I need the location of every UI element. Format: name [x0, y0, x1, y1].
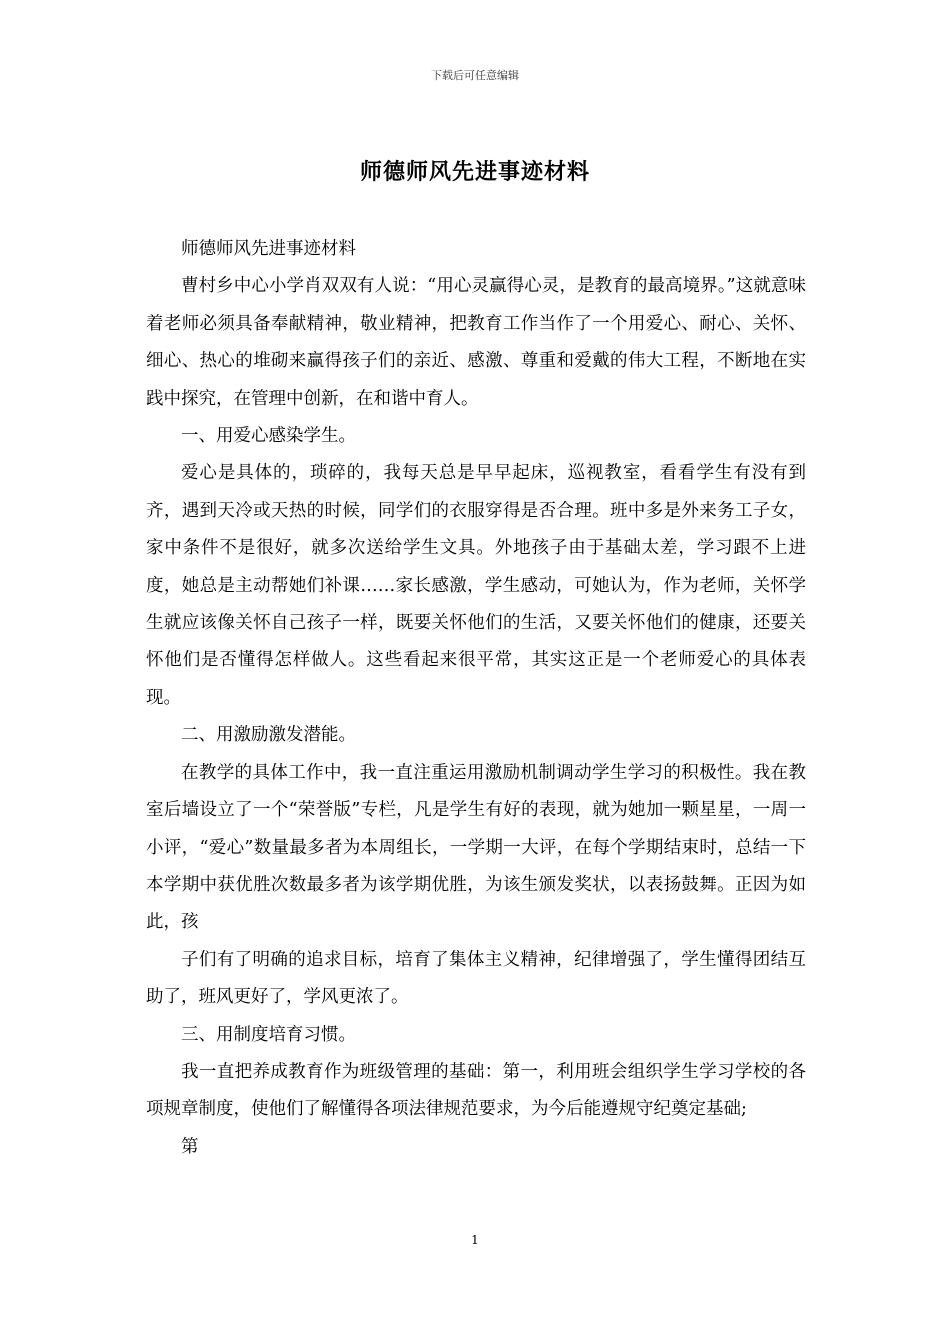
- paragraph-section-2-continued: 子们有了明确的追求目标，培育了集体主义精神，纪律增强了，学生懂得团结互助了，班风更好了，学风更浓了。: [146, 949, 806, 1008]
- paragraph-section-3: 我一直把养成教育作为班级管理的基础：第一，利用班会组织学生学习学校的各项规章制度，使他们了解懂得各项法律规范要求，为今后能遵规守纪奠定基础;: [146, 1061, 806, 1120]
- paragraph-section-1: 爱心是具体的，琐碎的，我每天总是早早起床，巡视教室，看看学生有没有到齐，遇到天冷或天热的时候，同学们的衣服穿得是否合理。班中多是外来务工子女，家中条件不是很好，就多次送给学生文具。外地孩子由于基础太差，学习跟不上进度，她总是主动帮她们补课……家长感激，学生感动，可她认为，作为老师，关怀学生就应该像关怀自己孩子一样，既要关怀他们的生活，又要关怀他们的健康，还要关怀他们是否懂得怎样做人。这些看起来很平常，其实这正是一个老师爱心的具体表现。: [146, 463, 806, 708]
- paragraph-subtitle: 师德师风先进事迹材料: [181, 239, 356, 259]
- paragraph-fragment: 第: [181, 1136, 199, 1157]
- page-header-note: 下载后可任意编辑: [431, 69, 519, 82]
- section-heading-2: 二、用激励激发潜能。: [181, 725, 356, 746]
- paragraph-intro: 曹村乡中心小学肖双双有人说：“用心灵赢得心灵，是教育的最高境界。”这就意味着老师必须具备奉献精神，敬业精神，把教育工作当作了一个用爱心、耐心、关怀、细心、热心的堆砌来赢得孩子们的亲近、感激、尊重和爱戴的伟大工程，不断地在实践中探究，在管理中创新，在和谐中育人。: [146, 276, 806, 409]
- page-number: 1: [471, 1233, 479, 1247]
- document-body: [146, 231, 806, 1166]
- section-heading-1: 一、用爱心感染学生。: [181, 426, 356, 447]
- document-title: 师德师风先进事迹材料: [359, 159, 590, 185]
- paragraph-section-2: 在教学的具体工作中，我一直注重运用激励机制调动学生学习的积极性。我在教室后墙设立了一个“荣誉版”专栏，凡是学生有好的表现，就为她加一颗星星，一周一小评，“爱心”数量最多者为本周组长，一学期一大评，在每个学期结束时，总结一下本学期中获优胜次数最多者为该学期优胜，为该生颁发奖状，以表扬鼓舞。正因为如此，孩: [146, 762, 806, 933]
- section-heading-3: 三、用制度培育习惯。: [181, 1024, 356, 1045]
